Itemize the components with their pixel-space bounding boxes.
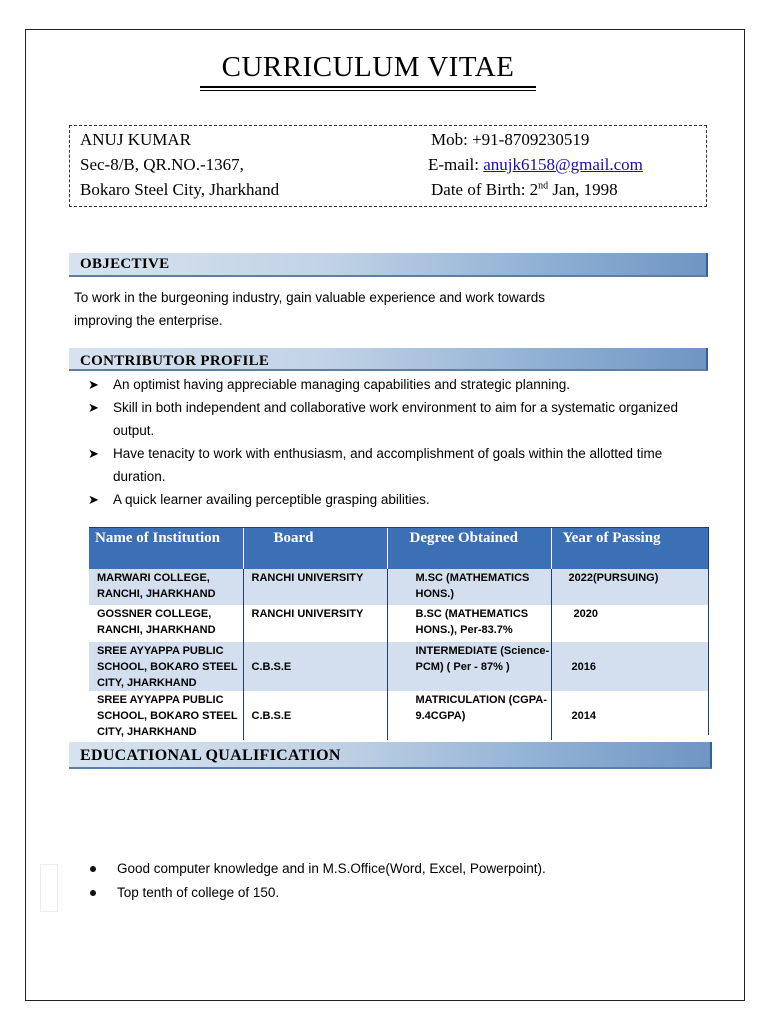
contact-address-line2: Bokaro Steel City, Jharkhand [80, 180, 280, 199]
table-row [89, 691, 709, 740]
dob-label: Date of Birth: 2 [431, 180, 539, 199]
header-degree: Degree Obtained [387, 527, 551, 569]
arrow-bullet-icon: ➤ [88, 377, 99, 392]
cell-institution: GOSSNER COLLEGE, RANCHI, JHARKHAND [89, 605, 243, 642]
table-row [89, 569, 709, 605]
list-item: ➤ Have tenacity to work with enthusiasm, and accomplishment of goals within the allotted time duration. [88, 442, 693, 488]
dob-rest: Jan, 1998 [548, 180, 618, 199]
email-label: E-mail: [428, 155, 484, 174]
profile-heading: CONTRIBUTOR PROFILE [80, 353, 270, 369]
cell-institution: SREE AYYAPPA PUBLIC SCHOOL, BOKARO STEEL CITY, JHARKHAND [89, 691, 243, 740]
cell-degree: M.SC (MATHEMATICS HONS.) [387, 569, 551, 605]
objective-bar [69, 253, 708, 277]
arrow-bullet-icon: ➤ [88, 492, 99, 507]
dob-suffix: nd [538, 180, 549, 192]
list-item: ➤ A quick learner availing perceptible grasping abilities. [88, 488, 693, 511]
header-year: Year of Passing [551, 527, 709, 569]
contact-address-line1: Sec-8/B, QR.NO.-1367, [80, 155, 244, 174]
objective-line2: improving the enterprise. [74, 313, 223, 328]
title-text: CURRICULUM VITAE [221, 51, 515, 83]
education-table [89, 527, 709, 740]
decorative-box [40, 864, 58, 912]
profile-bar [69, 348, 708, 371]
cell-institution: SREE AYYAPPA PUBLIC SCHOOL, BOKARO STEEL CITY, JHARKHAND [89, 642, 243, 691]
table-row [89, 605, 709, 642]
page-title [0, 51, 768, 84]
profile-list [88, 373, 693, 511]
cell-board: C.B.S.E [243, 691, 387, 740]
cell-year: 2022(PURSUING) [551, 569, 709, 605]
table-header-row [89, 527, 709, 569]
cell-board: RANCHI UNIVERSITY [243, 605, 387, 642]
list-item: ➤ Skill in both independent and collaborative work environment to aim for a systematic organized output. [88, 396, 693, 442]
title-underline-thin [200, 90, 536, 91]
education-bar [69, 742, 712, 769]
contact-email-row [428, 155, 643, 175]
header-board: Board [243, 527, 387, 569]
cell-year: 2016 [551, 642, 709, 691]
cell-degree: B.SC (MATHEMATICS HONS.), Per-83.7% [387, 605, 551, 642]
cell-degree: INTERMEDIATE (Science-PCM) ( Per - 87% ) [387, 642, 551, 691]
title-underline [200, 86, 536, 88]
arrow-bullet-icon: ➤ [88, 446, 99, 461]
objective-heading: OBJECTIVE [80, 256, 170, 272]
header-institution: Name of Institution [89, 527, 243, 569]
bullet-dot-icon [90, 890, 96, 896]
email-link[interactable]: anujk6158@gmail.com [483, 155, 643, 174]
cell-degree: MATRICULATION (CGPA- 9.4CGPA) [387, 691, 551, 740]
cell-board: RANCHI UNIVERSITY [243, 569, 387, 605]
table-row [89, 642, 709, 691]
extras-list [90, 857, 546, 905]
cell-year: 2020 [551, 605, 709, 642]
contact-name: ANUJ KUMAR [80, 130, 191, 149]
list-item: ➤ An optimist having appreciable managing capabilities and strategic planning. [88, 373, 693, 396]
contact-mobile: Mob: +91-8709230519 [431, 130, 590, 149]
bullet-dot-icon [90, 866, 96, 872]
list-item: Good computer knowledge and in M.S.Office(Word, Excel, Powerpoint). [90, 857, 546, 881]
arrow-bullet-icon: ➤ [88, 400, 99, 415]
objective-line1: To work in the burgeoning industry, gain valuable experience and work towards [74, 290, 546, 305]
cell-board: C.B.S.E [243, 642, 387, 691]
contact-dob [431, 180, 618, 200]
cell-year: 2014 [551, 691, 709, 740]
cell-institution: MARWARI COLLEGE, RANCHI, JHARKHAND [89, 569, 243, 605]
education-heading: EDUCATIONAL QUALIFICATION [80, 747, 341, 764]
list-item: Top tenth of college of 150. [90, 881, 546, 905]
